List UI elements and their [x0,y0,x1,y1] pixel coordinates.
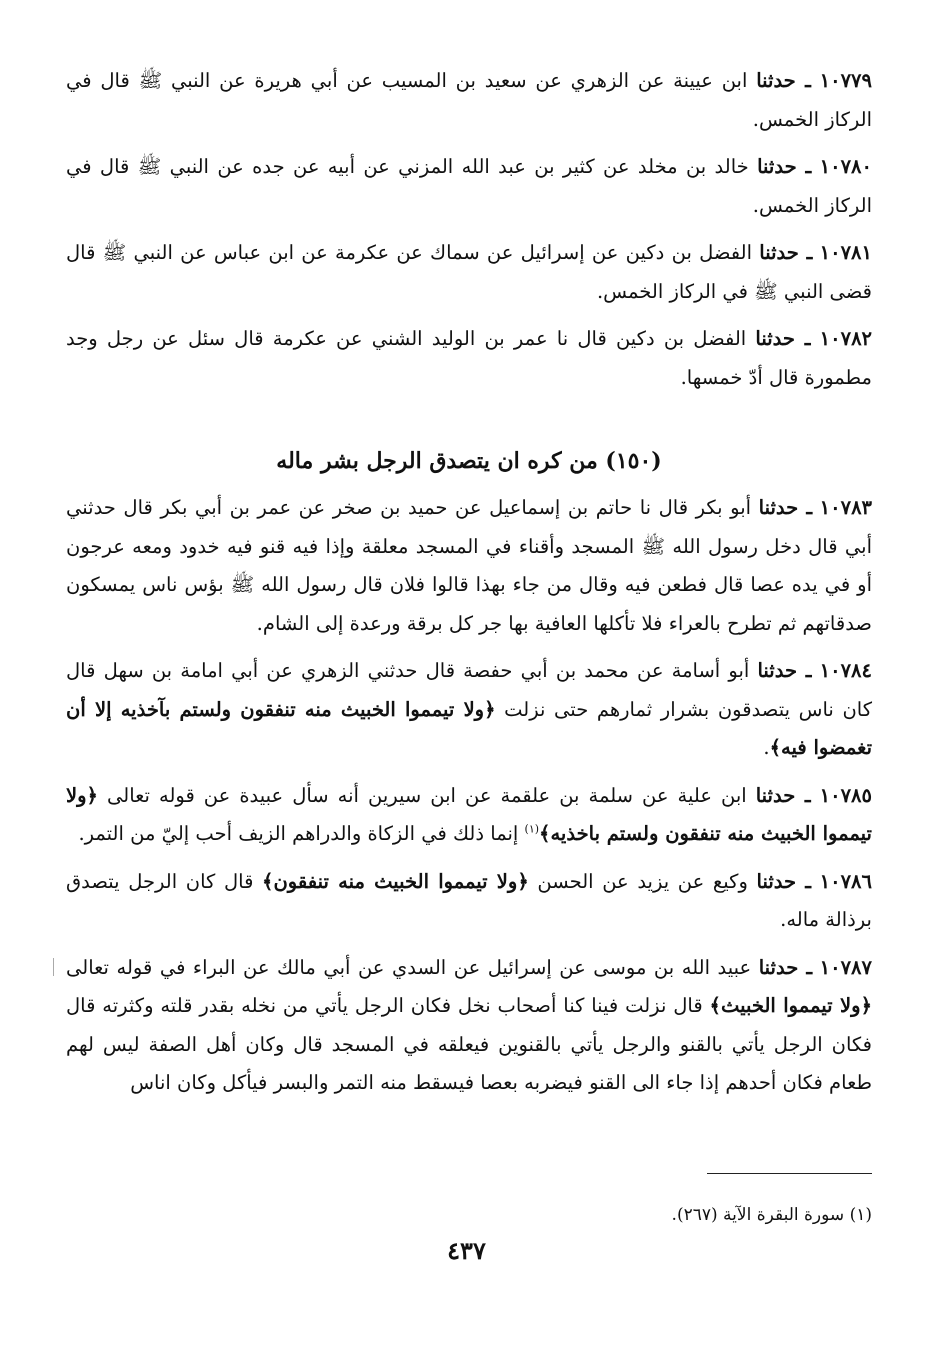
quran-quote: ﴿ولا تيمموا الخبيث منه تنفقون﴾ [262,869,529,893]
footnote-reference: (١) [524,822,540,836]
hadith-number: ١٠٧٨٤ [819,659,872,682]
page-number: ٤٣٧ [447,1236,486,1265]
footnote: (١) سورة البقرة الآية (٢٦٧). [671,1205,872,1225]
hadith-text: عبيد الله بن موسى عن إسرائيل عن السدي عن أبي مالك عن البراء في قوله تعالى [66,955,752,979]
hadith-lead: ـ حدثنا [757,155,812,178]
hadith-lead: ـ حدثنا [758,496,813,519]
quran-quote: ﴿ولا تيمموا الخبيث منه تنفقون ولستم باخذيه﴾ [66,783,872,845]
quran-quote: ﴿ولا تيمموا الخبيث منه تنفقون ولستم بآخذيه إلا أن تغمضوا فيه﴾ [66,697,872,759]
hadith-10783 [66,489,872,643]
hadith-text-end: قال كان الرجل يتصدق برذالة ماله. [66,869,872,931]
hadith-text: ابن عيينة عن الزهري عن سعيد بن المسيب عن أبي هريرة عن النبي ﷺ قال في الركاز الخمس. [66,69,872,131]
footnote-divider [707,1173,872,1174]
margin-mark [53,958,54,976]
hadith-lead: ـ حدثنا [755,327,811,350]
hadith-lead: ـ حدثنا [759,241,813,264]
hadith-10787 [66,949,872,1103]
hadith-number: ١٠٧٧٩ [819,69,873,92]
hadith-10779 [66,62,872,139]
hadith-lead: ـ حدثنا [756,69,811,92]
hadith-10786 [66,863,872,940]
hadith-text: أبو بكر قال نا حاتم بن إسماعيل عن حميد بن صخر عن عمر بن أبي بكر قال حدثني أبي قال دخل رسول الله ﷺ المسجد وأقناء في المسجد معلقة وإذا فيه قنو فيه خدود ومعه عرجون أو في يده عصا قال فطعن فيه وقال من جاء بهذا قالوا فلان قال رسول الله ﷺ بؤس ناس يمسكون صدقاتهم ثم تطرح بالعراء فلا تأكلها العافية بها جر كل برقة ورعدة إلى الشام. [66,496,872,635]
hadith-text: الفضل بن دكين قال نا عمر بن الوليد الشني عن عكرمة قال سئل عن رجل وجد مطمورة قال أدّ خمسها. [66,327,872,389]
hadith-text-end: إنما ذلك في الزكاة والدراهم الزيف أحب إليّ من التمر. [78,822,519,845]
page-body [66,62,872,1112]
section-heading: (١٥٠) من كره ان يتصدق الرجل بشر ماله [276,448,662,474]
hadith-number: ١٠٧٨١ [819,241,873,264]
hadith-text-end: . [763,736,770,759]
quran-quote: ﴿ولا تيمموا الخبيث﴾ [709,994,872,1017]
hadith-text: وكيع عن يزيد عن الحسن [537,869,748,893]
hadith-10781 [66,234,872,311]
hadith-text: أبو أسامة عن محمد بن أبي حفصة قال حدثني الزهري عن أبي امامة بن سهل قال كان ناس يتصدقون بشرار ثمارهم حتى نزلت [66,659,872,721]
hadith-number: ١٠٧٨٠ [819,155,872,178]
hadith-10785 [66,777,872,854]
hadith-text: الفضل بن دكين عن إسرائيل عن سماك عن عكرمة عن ابن عباس عن النبي ﷺ قال قضى النبي ﷺ في الركاز الخمس. [66,241,872,303]
hadith-number: ١٠٧٨٢ [819,327,873,350]
hadith-lead: ـ حدثنا [758,955,813,979]
hadith-10780 [66,148,872,225]
hadith-number: ١٠٧٨٥ [819,783,873,807]
hadith-10782 [66,320,872,397]
hadith-lead: ـ حدثنا [756,869,811,893]
hadith-number: ١٠٧٨٣ [819,496,873,519]
hadith-text: خالد بن مخلد عن كثير بن عبد الله المزني عن أبيه عن جده عن النبي ﷺ قال في الركاز الخمس. [66,155,872,217]
hadith-lead: ـ حدثنا [757,659,812,682]
hadith-text: ابن علية عن سلمة بن علقمة عن ابن سيرين أنه سأل عبيدة عن قوله تعالى [107,783,747,807]
hadith-number: ١٠٧٨٦ [819,869,873,893]
hadith-number: ١٠٧٨٧ [819,955,872,979]
hadith-text-end: قال نزلت فينا كنا أصحاب نخل فكان الرجل يأتي من نخله بقدر قلته وكثرته قال فكان الرجل يأتي بالقنو والرجل يأتي بالقنوين فيعلقه في المسجد قال وكان أهل الصفة ليس لهم طعام فكان أحدهم إذا جاء الى القنو فيضربه بعصا فيسقط منه التمر والبسر فيأكل وكان اناس [66,994,872,1094]
hadith-lead: ـ حدثنا [755,783,811,807]
hadith-10784 [66,652,872,768]
